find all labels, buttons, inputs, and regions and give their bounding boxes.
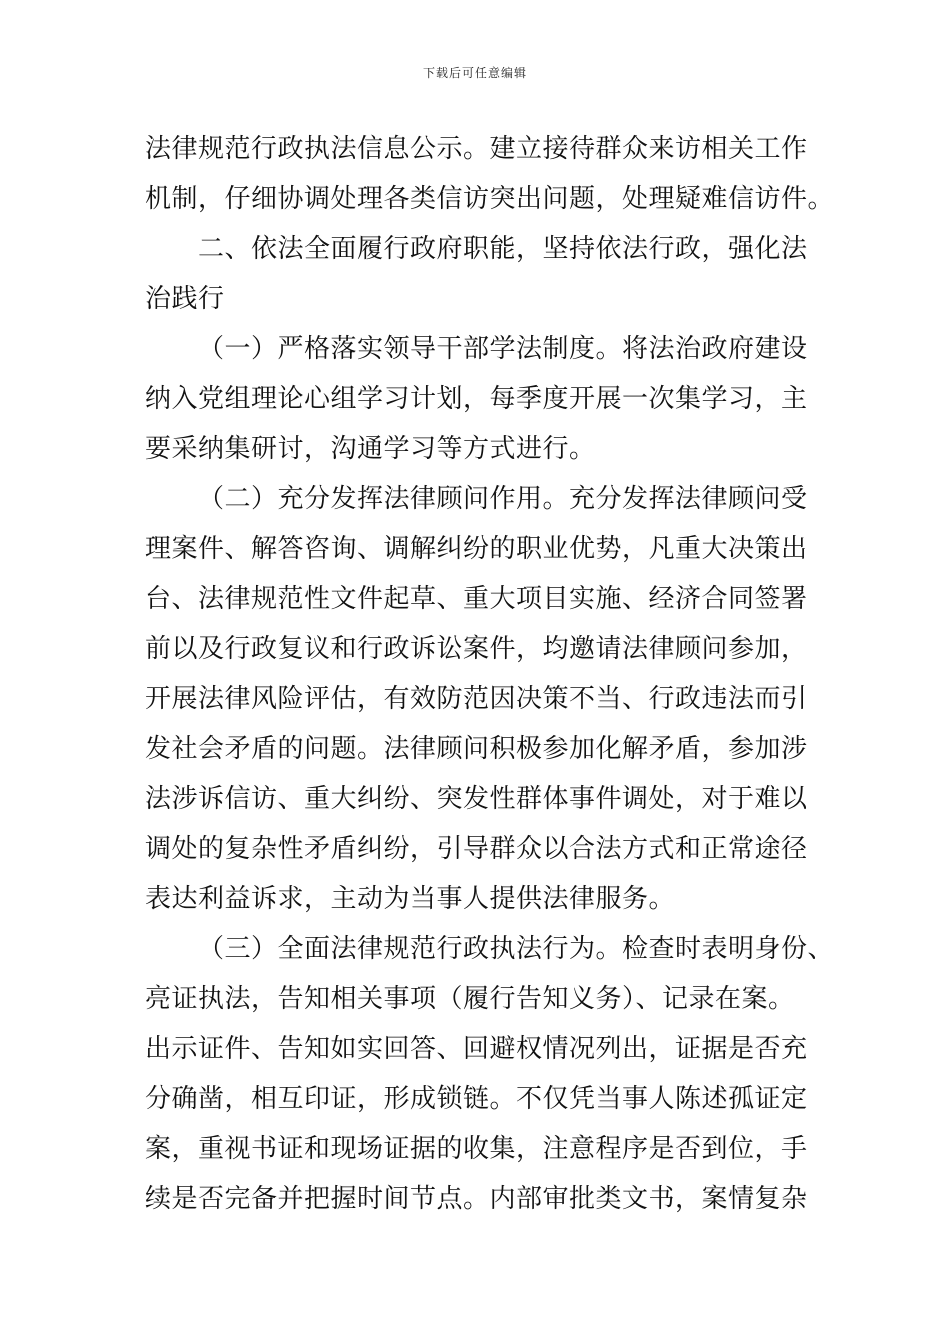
text-line: （三）全面法律规范行政执法行为。检查时表明身份、 [198,934,835,964]
page-header: 下载后可任意编辑 [422,66,527,80]
text-line: 案，重视书证和现场证据的收集，注意程序是否到位，手 [145,1134,808,1164]
text-line: 发社会矛盾的问题。法律顾问积极参加化解矛盾，参加涉 [145,734,808,764]
text-line: 法律规范行政执法信息公示。建立接待群众来访相关工作 [145,134,808,164]
section-heading: 治践行 [145,284,225,314]
text-line: 开展法律风险评估，有效防范因决策不当、行政违法而引 [145,684,808,714]
text-line: 纳入党组理论心组学习计划，每季度开展一次集学习，主 [145,384,808,414]
text-line: 台、法律规范性文件起草、重大项目实施、经济合同签署 [145,584,808,614]
text-line: 法涉诉信访、重大纠纷、突发性群体事件调处，对于难以 [145,784,808,814]
text-line: （二）充分发挥法律顾问作用。充分发挥法律顾问受 [198,484,808,514]
text-line: 理案件、解答咨询、调解纠纷的职业优势，凡重大决策出 [145,534,808,564]
text-line: 前以及行政复议和行政诉讼案件，均邀请法律顾问参加， [145,634,808,664]
text-line: 分确凿，相互印证，形成锁链。不仅凭当事人陈述孤证定 [145,1084,808,1114]
text-line: （一）严格落实领导干部学法制度。将法治政府建设 [198,334,808,364]
text-line: 表达利益诉求，主动为当事人提供法律服务。 [145,884,676,914]
text-line: 调处的复杂性矛盾纠纷，引导群众以合法方式和正常途径 [145,834,808,864]
text-line: 续是否完备并把握时间节点。内部审批类文书，案情复杂 [145,1184,808,1214]
text-line: 亮证执法，告知相关事项（履行告知义务）、记录在案。 [145,984,795,1014]
text-line: 机制，仔细协调处理各类信访突出问题，处理疑难信访件。 [145,184,835,214]
text-line: 出示证件、告知如实回答、回避权情况列出，证据是否充 [145,1034,808,1064]
text-line: 要采纳集研讨，沟通学习等方式进行。 [145,434,596,464]
section-heading: 二、依法全面履行政府职能，坚持依法行政，强化法 [198,234,808,264]
